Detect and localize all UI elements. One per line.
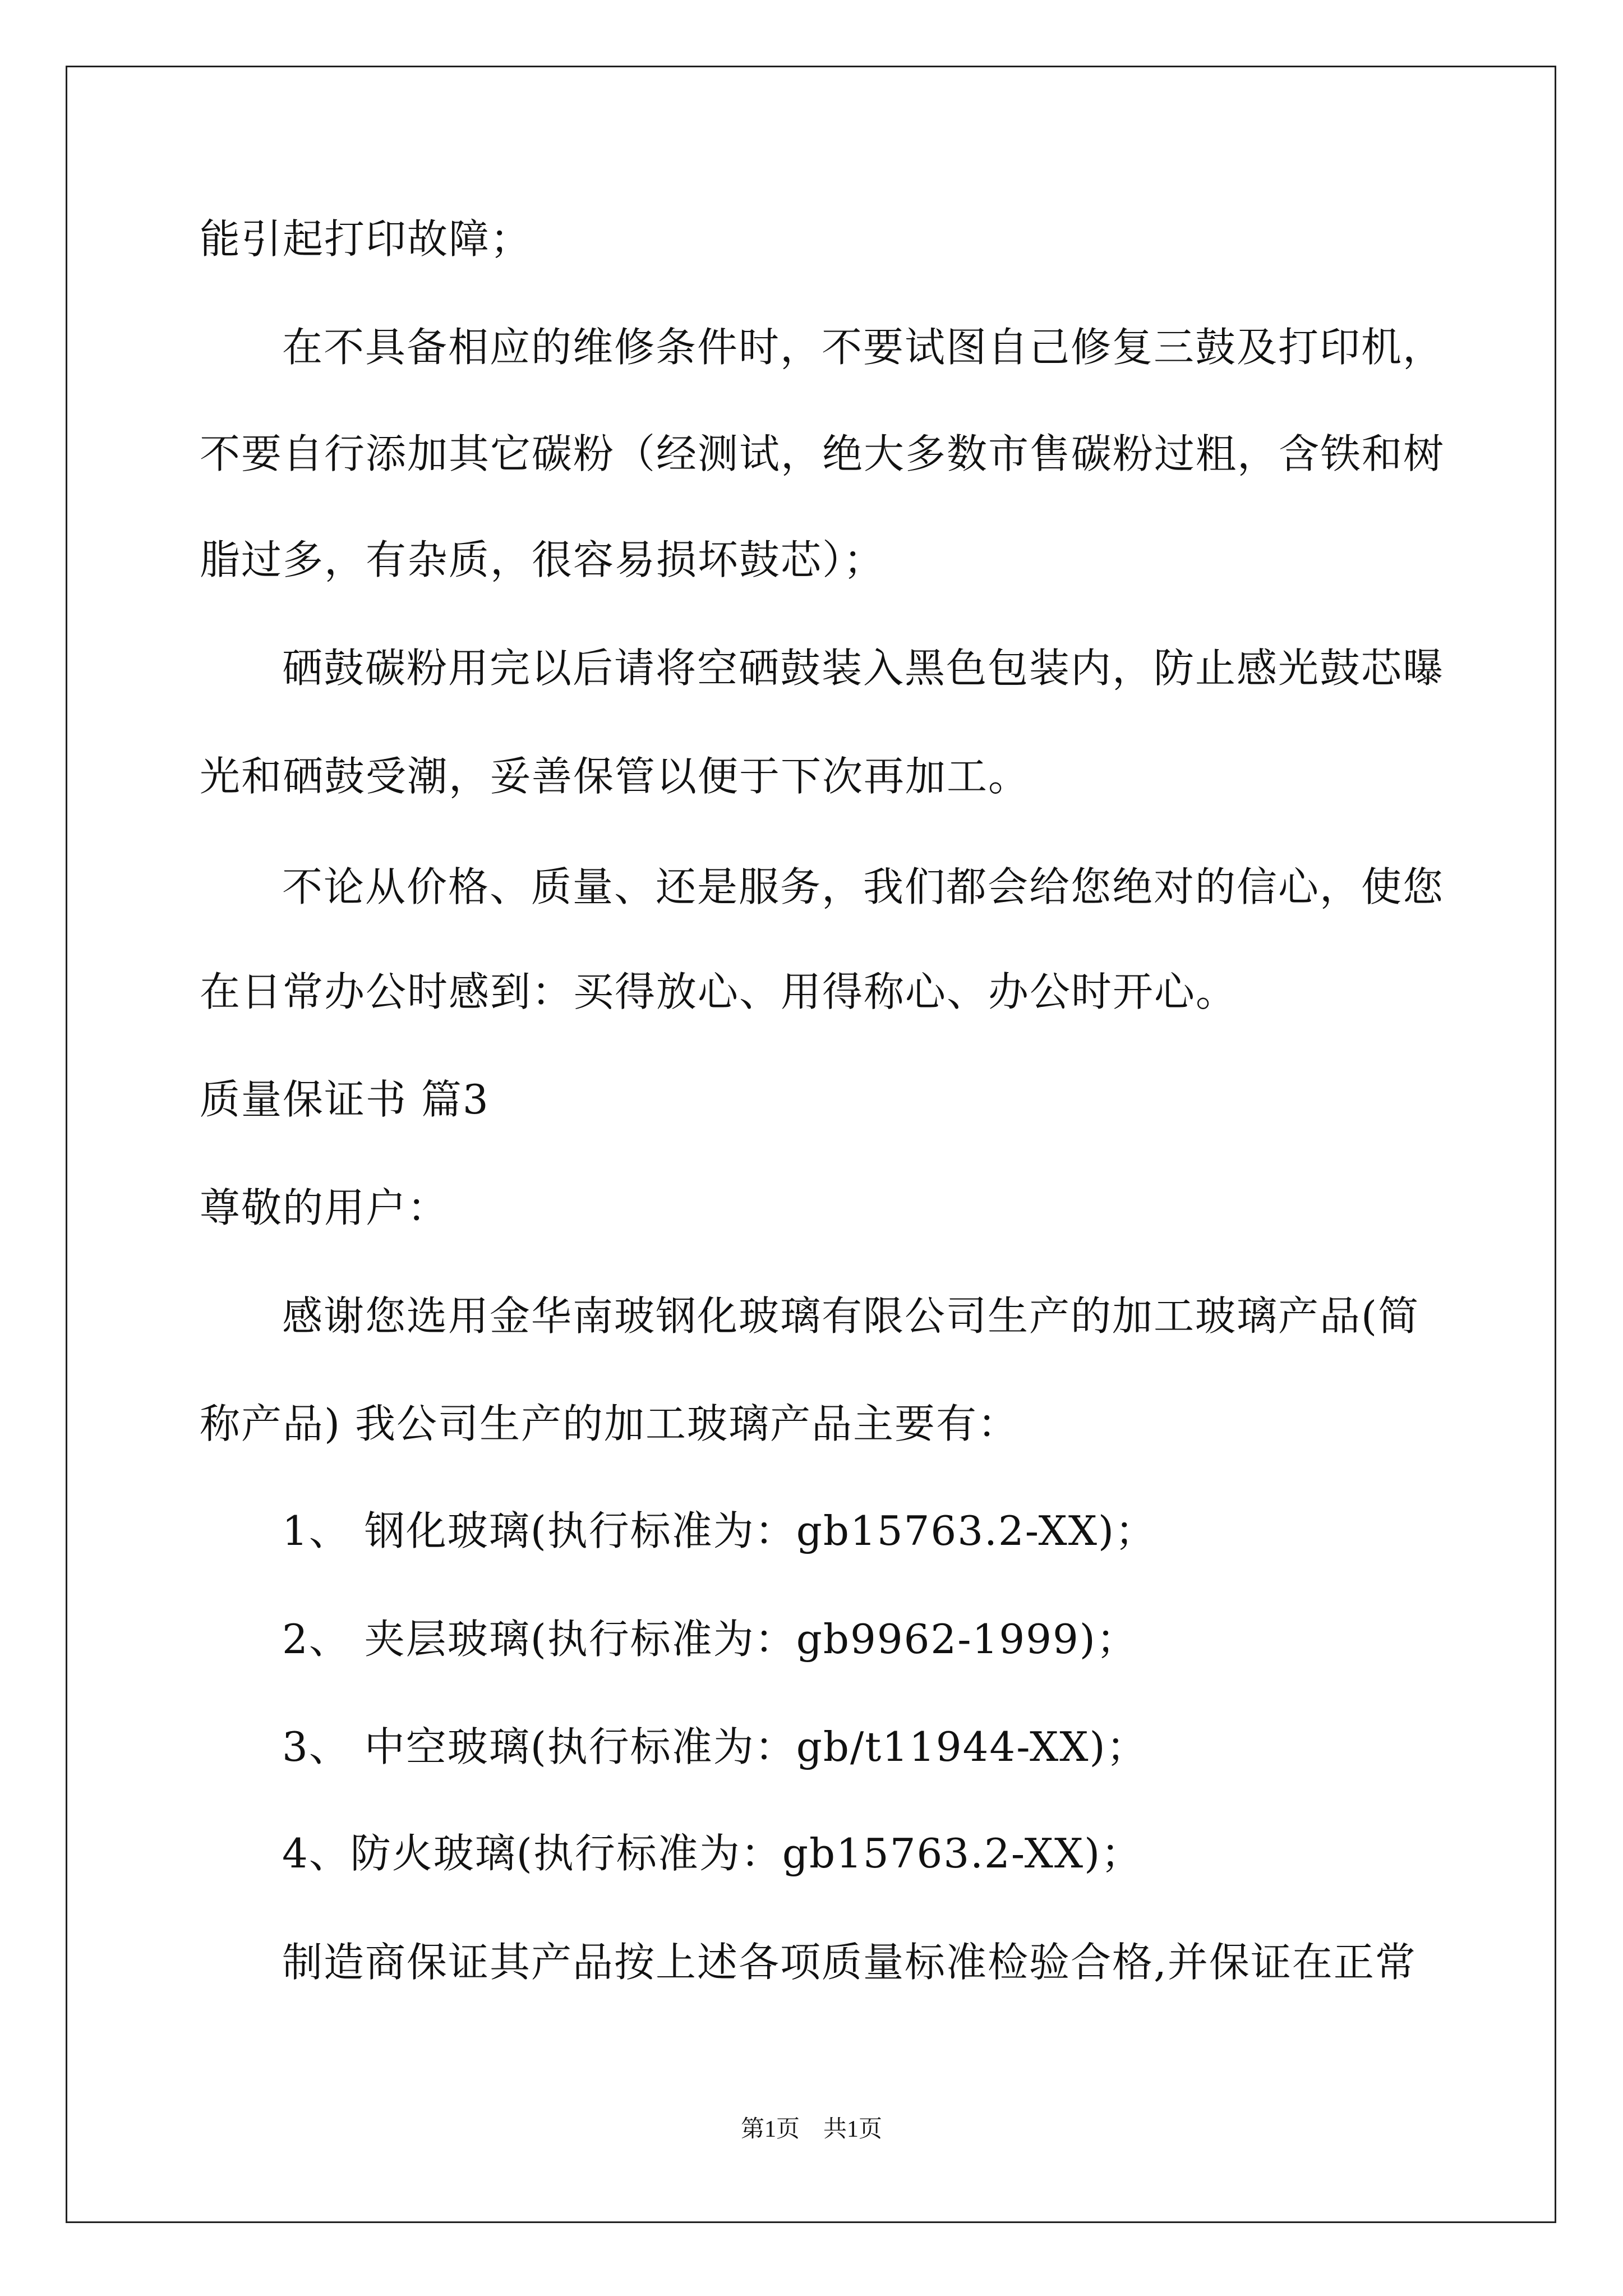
text-line: 不要自行添加其它碳粉（经测试，绝大多数市售碳粉过粗，含铁和树 bbox=[200, 430, 1445, 477]
text-line: 脂过多，有杂质，很容易损坏鼓芯）； bbox=[200, 536, 886, 583]
text-line: 能引起打印故障； bbox=[200, 215, 532, 263]
text-line: 感谢您选用金华南玻钢化玻璃有限公司生产的加工玻璃产品(简 bbox=[282, 1292, 1420, 1340]
text-line: 光和硒鼓受潮，妥善保管以便于下次再加工。 bbox=[200, 753, 1030, 800]
page-footer: 第1页 共1页 bbox=[740, 2116, 882, 2142]
text-line: 制造商保证其产品按上述各项质量标准检验合格,并保证在正常 bbox=[282, 1939, 1417, 1986]
list-item: 4、防火玻璃(执行标准为：gb15763.2-XX)； bbox=[282, 1830, 1143, 1877]
list-item: 2、 夹层玻璃(执行标准为：gb9962-1999)； bbox=[282, 1616, 1138, 1663]
text-line: 称产品) 我公司生产的加工玻璃产品主要有： bbox=[200, 1400, 1019, 1447]
text-line: 硒鼓碳粉用完以后请将空硒鼓装入黑色包装内，防止感光鼓芯曝 bbox=[282, 645, 1445, 692]
list-item: 1、 钢化玻璃(执行标准为：gb15763.2-XX)； bbox=[282, 1507, 1157, 1554]
salutation: 尊敬的用户： bbox=[200, 1184, 449, 1231]
section-heading: 质量保证书 篇3 bbox=[200, 1076, 490, 1123]
page-border bbox=[66, 66, 1556, 2223]
list-item: 3、 中空玻璃(执行标准为：gb/t11944-XX)； bbox=[282, 1723, 1148, 1770]
text-line: 在日常办公时感到：买得放心、用得称心、办公时开心。 bbox=[200, 968, 1238, 1015]
text-line: 不论从价格、质量、还是服务，我们都会给您绝对的信心，使您 bbox=[282, 863, 1445, 910]
text-line: 在不具备相应的维修条件时，不要试图自己修复三鼓及打印机， bbox=[282, 324, 1445, 371]
